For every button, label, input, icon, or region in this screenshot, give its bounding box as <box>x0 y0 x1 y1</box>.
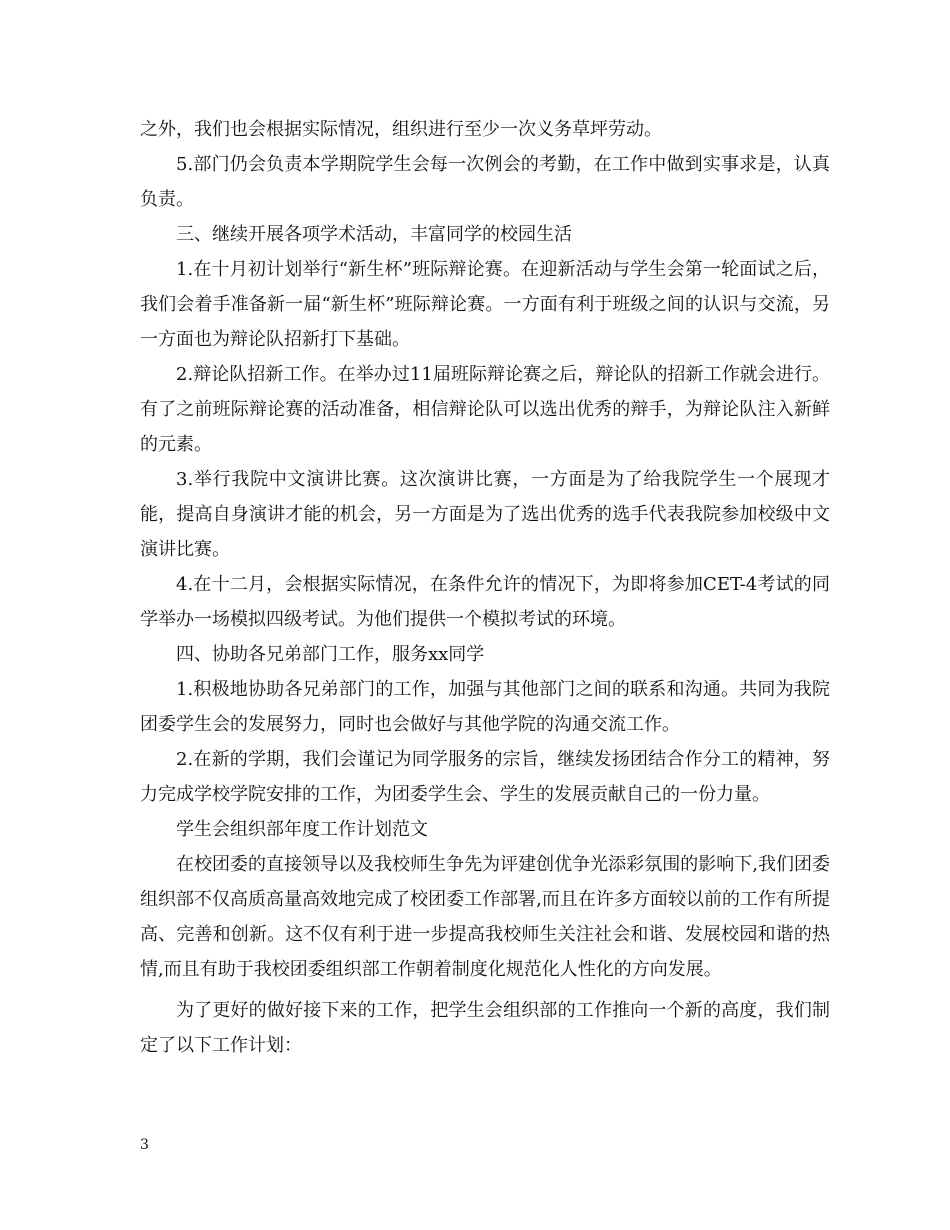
page-number: 3 <box>140 1137 149 1153</box>
paragraph-intro: 在校团委的直接领导以及我校师生争先为评建创优争光添彩氛围的影响下,我们团委组织部不仅高质高量高效地完成了校团委工作部署,而且在许多方面较以前的工作有所提高、完善和创新。这不仅有利于进一步提高我校师生关注社会和谐、发展校园和谐的热情,而且有助于我校团委组织部工作朝着制度化规范化人性化的方向发展。 <box>140 854 830 980</box>
section-heading-3: 三、继续开展各项学术活动，丰富同学的校园生活 <box>176 224 572 245</box>
paragraph-item-3-speech: 3.举行我院中文演讲比赛。这次演讲比赛，一方面是为了给我院学生一个展现才能，提高自身演讲才能的机会，另一方面是为了选出优秀的选手代表我院参加校级中文演讲比赛。 <box>140 469 830 560</box>
section-heading-4: 四、协助各兄弟部门工作，服务xx同学 <box>176 644 485 665</box>
document-subtitle: 学生会组织部年度工作计划范文 <box>176 819 428 840</box>
paragraph-item-1-cooperation: 1.积极地协助各兄弟部门的工作，加强与其他部门之间的联系和沟通。共同为我院团委学生会的发展努力，同时也会做好与其他学院的沟通交流工作。 <box>140 679 830 735</box>
paragraph-item-4-mock-exam: 4.在十二月，会根据实际情况，在条件允许的情况下，为即将参加CET-4考试的同学举办一场模拟四级考试。为他们提供一个模拟考试的环境。 <box>140 574 830 630</box>
document-body <box>140 112 830 1063</box>
paragraph-plan: 为了更好的做好接下来的工作，把学生会组织部的工作推向一个新的高度，我们制定了以下工作计划： <box>140 1000 830 1056</box>
paragraph-item-2-service: 2.在新的学期，我们会谨记为同学服务的宗旨，继续发扬团结合作分工的精神，努力完成学校学院安排的工作，为团委学生会、学生的发展贡献自己的一份力量。 <box>140 749 830 805</box>
paragraph-item-1-debate: 1.在十月初计划举行“新生杯”班际辩论赛。在迎新活动与学生会第一轮面试之后，我们会着手准备新一届“新生杯”班际辩论赛。一方面有利于班级之间的认识与交流，另一方面也为辩论队招新打下基础。 <box>140 259 830 350</box>
paragraph-item-2-recruitment: 2.辩论队招新工作。在举办过11届班际辩论赛之后，辩论队的招新工作就会进行。有了之前班际辩论赛的活动准备，相信辩论队可以选出优秀的辩手，为辩论队注入新鲜的元素。 <box>140 364 830 455</box>
paragraph-item-5-attendance: 5.部门仍会负责本学期院学生会每一次例会的考勤，在工作中做到实事求是，认真负责。 <box>140 154 830 210</box>
paragraph-continuation: 之外，我们也会根据实际情况，组织进行至少一次义务草坪劳动。 <box>140 119 662 140</box>
